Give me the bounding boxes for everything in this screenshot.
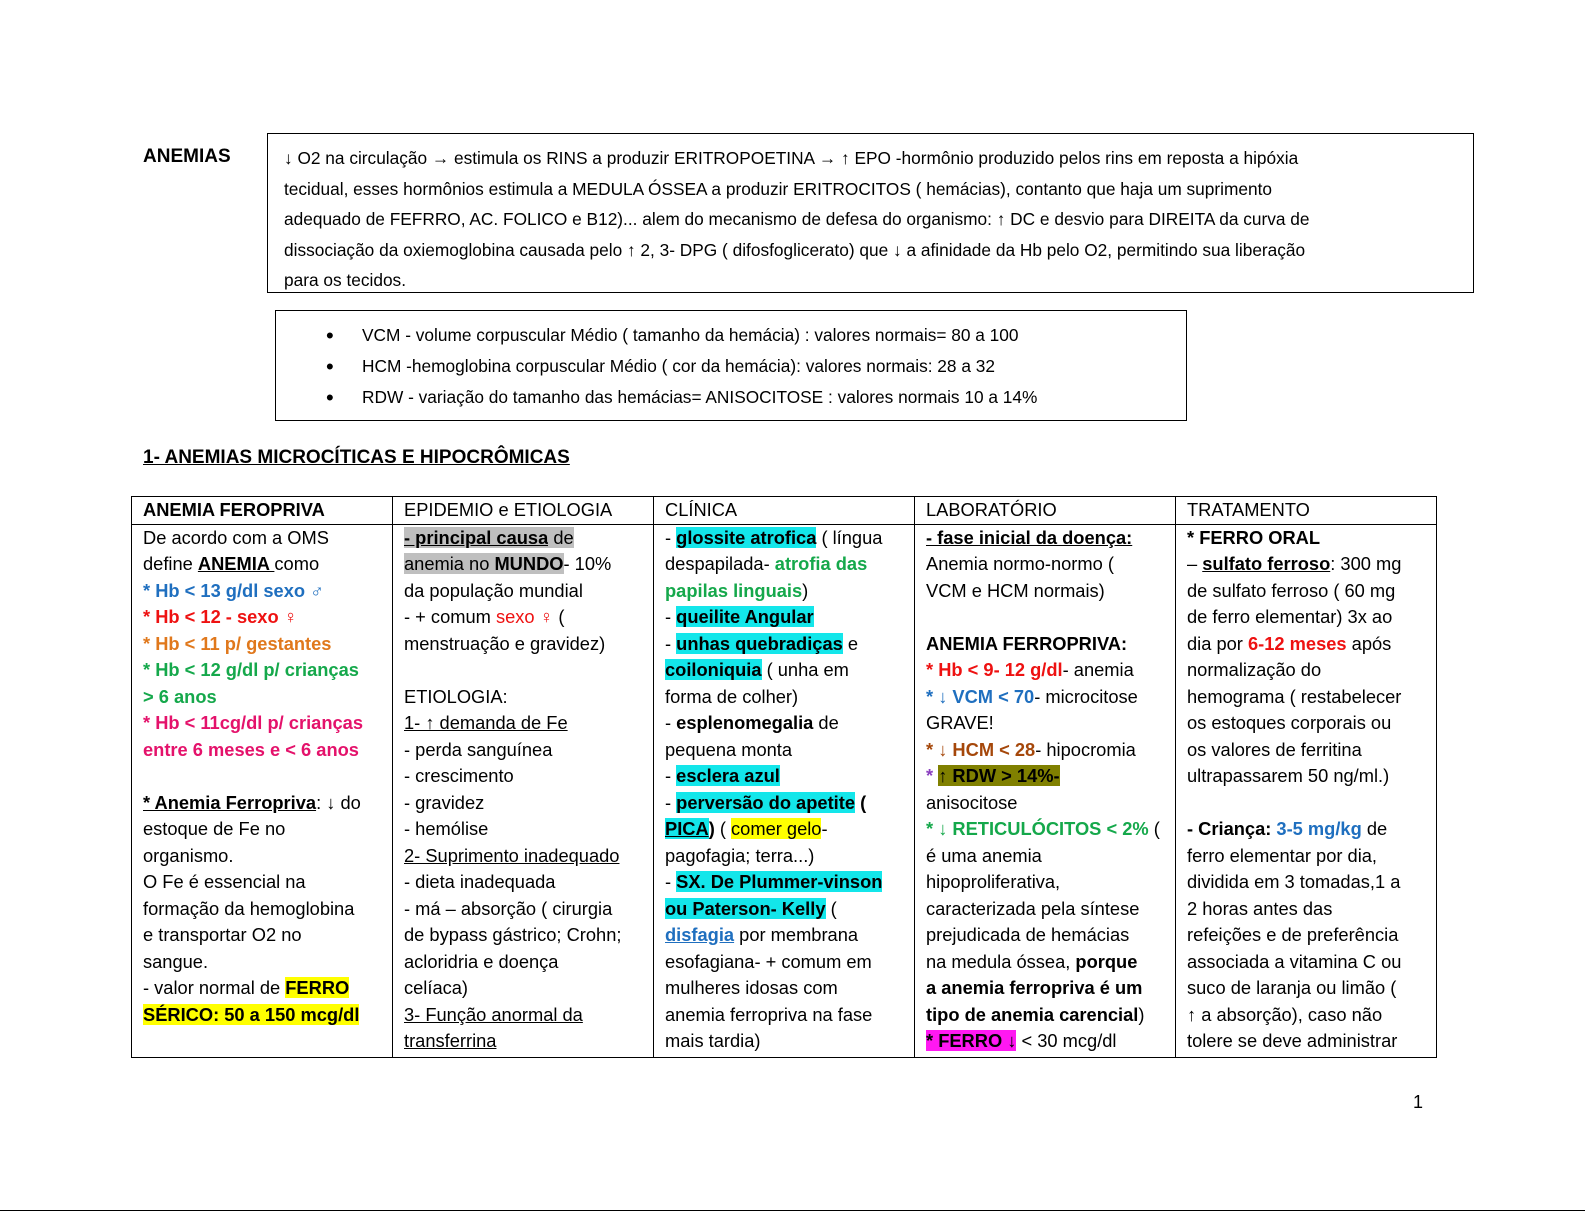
text-line: anemia ferropriva na fase [665, 1003, 873, 1025]
intro-line: para os tecidos. [284, 270, 406, 290]
text-line: ou Paterson- Kelly ( [665, 897, 837, 919]
text-line: disfagia por membrana [665, 924, 859, 945]
reference-value-hcm: • HCM -hemoglobina corpuscular Médio ( cor da hemácia): valores normais: 28 a 32 [326, 351, 1186, 382]
intro-line: tecidual, esses hormônios estimula a MEDULA ÓSSEA a produzir ERITROCITOS ( hemácias), contanto que haja um suprimento [284, 178, 1273, 199]
text-line: os estoques corporais ou [1187, 712, 1392, 733]
text-line: mais tardia) [665, 1030, 761, 1051]
text-line: - esclera azul [665, 765, 780, 786]
cell-clinica [654, 524, 915, 1057]
text-line: - hemólise [404, 818, 489, 839]
text-line: pagofagia; terra...) [665, 844, 815, 866]
text-line: tolere se deve administrar [1187, 1030, 1398, 1051]
text-line: De acordo com a OMS [143, 526, 329, 548]
text-line: de ferro elementar) 3x ao [1187, 606, 1393, 627]
text-line: anisocitose [926, 791, 1018, 813]
text-line: - fase inicial da doença: [926, 526, 1133, 548]
header-laboratorio: LABORATÓRIO [915, 497, 1176, 525]
text-line: de bypass gástrico; Crohn; [404, 924, 622, 945]
text-line: transferrina [404, 1030, 497, 1051]
page-bottom-divider [0, 1210, 1585, 1211]
reference-value-vcm: • VCM - volume corpuscular Médio ( tamanho da hemácia) : valores normais= 80 a 100 [326, 320, 1186, 351]
text-line: formação da hemoglobina [143, 897, 355, 919]
intro-line: dissociação da oxiemoglobina causada pelo ↑ 2, 3- DPG ( difosfoglicerato) que ↓ a afinidade da Hb pelo O2, permitindo sua liberação [284, 239, 1306, 260]
header-clinica: CLÍNICA [654, 497, 915, 525]
text-line: papilas linguais) [665, 579, 809, 601]
text-line: VCM e HCM normais) [926, 579, 1105, 601]
text-line: normalização do [1187, 659, 1322, 680]
text-line: suco de laranja ou limão ( [1187, 977, 1397, 998]
section-title: 1- ANEMIAS MICROCÍTICAS E HIPOCRÔMICAS [143, 447, 570, 468]
text-line: - + comum sexo ♀ ( [404, 606, 565, 627]
text-line: menstruação e gravidez) [404, 632, 606, 654]
cell-tratamento [1176, 524, 1437, 1057]
text-line: > 6 anos [143, 685, 217, 707]
text-line: a anemia ferropriva é um [926, 977, 1143, 998]
text-line: * Hb < 12 g/dl p/ crianças [143, 659, 359, 680]
text-line: * Hb < 11cg/dl p/ crianças [143, 712, 363, 733]
text-line: - valor normal de FERRO [143, 977, 350, 998]
text-line: mulheres idosas com [665, 977, 838, 998]
text-line: - glossite atrofica ( língua [665, 526, 883, 548]
text-line: refeições e de preferência [1187, 924, 1399, 945]
text-line: hipoproliferativa, [926, 871, 1061, 892]
text-line: GRAVE! [926, 712, 994, 733]
text-line: * Anemia Ferropriva: ↓ do [143, 791, 361, 813]
text-line: caracterizada pela síntese [926, 897, 1140, 919]
text-line: despapilada- atrofia das [665, 553, 868, 574]
text-line: - perversão do apetite ( [665, 791, 867, 813]
text-line: PICA) ( comer gelo- [665, 818, 828, 839]
intro-line: adequado de FEFRRO, AC. FOLICO e B12)... alem do mecanismo de defesa do organismo: ↑ DC e desvio para DIREITA da curva de [284, 209, 1310, 229]
text-line: entre 6 meses e < 6 anos [143, 738, 359, 760]
text-line: 2 horas antes das [1187, 897, 1333, 919]
page-number: 1 [1413, 1092, 1424, 1112]
text-line: – sulfato ferroso: 300 mg [1187, 553, 1402, 574]
text-line: ultrapassarem 50 ng/ml.) [1187, 765, 1390, 786]
text-line: - queilite Angular [665, 606, 814, 627]
text-line: - gravidez [404, 791, 485, 813]
text-line: esofagiana- + comum em [665, 950, 872, 972]
reference-value-rdw: • RDW - variação do tamanho das hemácias= ANISOCITOSE : valores normais 10 a 14% [326, 382, 1186, 413]
text-line: ferro elementar por dia, [1187, 844, 1378, 866]
cell-epidemio-etiologia [393, 524, 654, 1057]
text-line: associada a vitamina C ou [1187, 950, 1402, 972]
text-line: - perda sanguínea [404, 738, 553, 760]
text-line: * Hb < 11 p/ gestantes [143, 632, 332, 654]
text-line: forma de colher) [665, 685, 799, 707]
text-line: na medula óssea, porque [926, 950, 1138, 972]
text-line: dia por 6-12 meses após [1187, 632, 1392, 654]
text-line: celíaca) [404, 977, 469, 998]
text-line: * ↓ RETICULÓCITOS < 2% ( [926, 818, 1160, 839]
text-line: - principal causa de [404, 526, 574, 548]
text-line: sangue. [143, 950, 209, 972]
text-line: * FERRO ↓ < 30 mcg/dl [926, 1030, 1117, 1051]
text-line: - SX. De Plummer-vinson [665, 871, 883, 892]
page-title: ANEMIAS [143, 146, 231, 167]
text-line: - esplenomegalia de [665, 712, 839, 733]
text-line: * Hb < 12 - sexo ♀ [143, 606, 298, 627]
intro-box [267, 133, 1474, 293]
text-line: pequena monta [665, 738, 793, 760]
text-line: * ↓ HCM < 28- hipocromia [926, 738, 1136, 760]
text-line: * Hb < 9- 12 g/dl- anemia [926, 659, 1134, 680]
text-line: estoque de Fe no [143, 818, 286, 839]
text-line: - má – absorção ( cirurgia [404, 897, 613, 919]
text-line: da população mundial [404, 579, 583, 601]
text-line: - dieta inadequada [404, 871, 556, 892]
text-line: - Criança: 3-5 mg/kg de [1187, 818, 1388, 839]
text-line: hemograma ( restabelecer [1187, 685, 1402, 707]
reference-values-list [326, 320, 1186, 413]
text-line: SÉRICO: 50 a 150 mcg/dl [143, 1003, 360, 1025]
text-line: 3- Função anormal da [404, 1003, 583, 1025]
text-line: é uma anemia [926, 844, 1042, 866]
text-line: - unhas quebradiças e [665, 632, 859, 654]
header-anemia-ferropriva: ANEMIA FEROPRIVA [132, 497, 393, 525]
anemia-table [131, 496, 1437, 1058]
text-line: de sulfato ferroso ( 60 mg [1187, 579, 1396, 601]
text-line: ↑ a absorção), caso não [1187, 1003, 1383, 1025]
text-line: anemia no MUNDO- 10% [404, 553, 612, 574]
reference-values-box [275, 310, 1187, 421]
text-line: * Hb < 13 g/dl sexo ♂ [143, 579, 324, 601]
text-line: * ↓ VCM < 70- microcitose [926, 685, 1138, 707]
table-row [132, 524, 1437, 1057]
intro-line: ↓ O2 na circulação → estimula os RINS a produzir ERITROPOETINA → ↑ EPO -hormônio produzido pelos rins em reposta a hipóxia [284, 148, 1299, 168]
text-line: ANEMIA FERROPRIVA: [926, 632, 1128, 654]
text-line: - crescimento [404, 765, 514, 786]
cell-definition [132, 524, 393, 1057]
header-epidemio-etiologia: EPIDEMIO e ETIOLOGIA [393, 497, 654, 525]
text-line: tipo de anemia carencial) [926, 1003, 1145, 1025]
text-line: * ↑ RDW > 14%- [926, 765, 1060, 786]
text-line: coiloniquia ( unha em [665, 659, 849, 680]
text-line: ETIOLOGIA: [404, 685, 508, 707]
text-line: 1- ↑ demanda de Fe [404, 712, 568, 733]
text-line: O Fe é essencial na [143, 871, 306, 892]
cell-laboratorio [915, 524, 1176, 1057]
text-line: prejudicada de hemácias [926, 924, 1130, 945]
header-tratamento: TRATAMENTO [1176, 497, 1437, 525]
text-line: e transportar O2 no [143, 924, 302, 945]
text-line: organismo. [143, 844, 234, 866]
table-header-row [132, 497, 1437, 525]
text-line: define ANEMIA como [143, 553, 320, 574]
text-line: acloridria e doença [404, 950, 559, 972]
text-line: dividida em 3 tomadas,1 a [1187, 871, 1401, 892]
text-line: os valores de ferritina [1187, 738, 1362, 760]
text-line: * FERRO ORAL [1187, 526, 1321, 548]
text-line: Anemia normo-normo ( [926, 553, 1114, 574]
text-line: 2- Suprimento inadequado [404, 844, 620, 866]
